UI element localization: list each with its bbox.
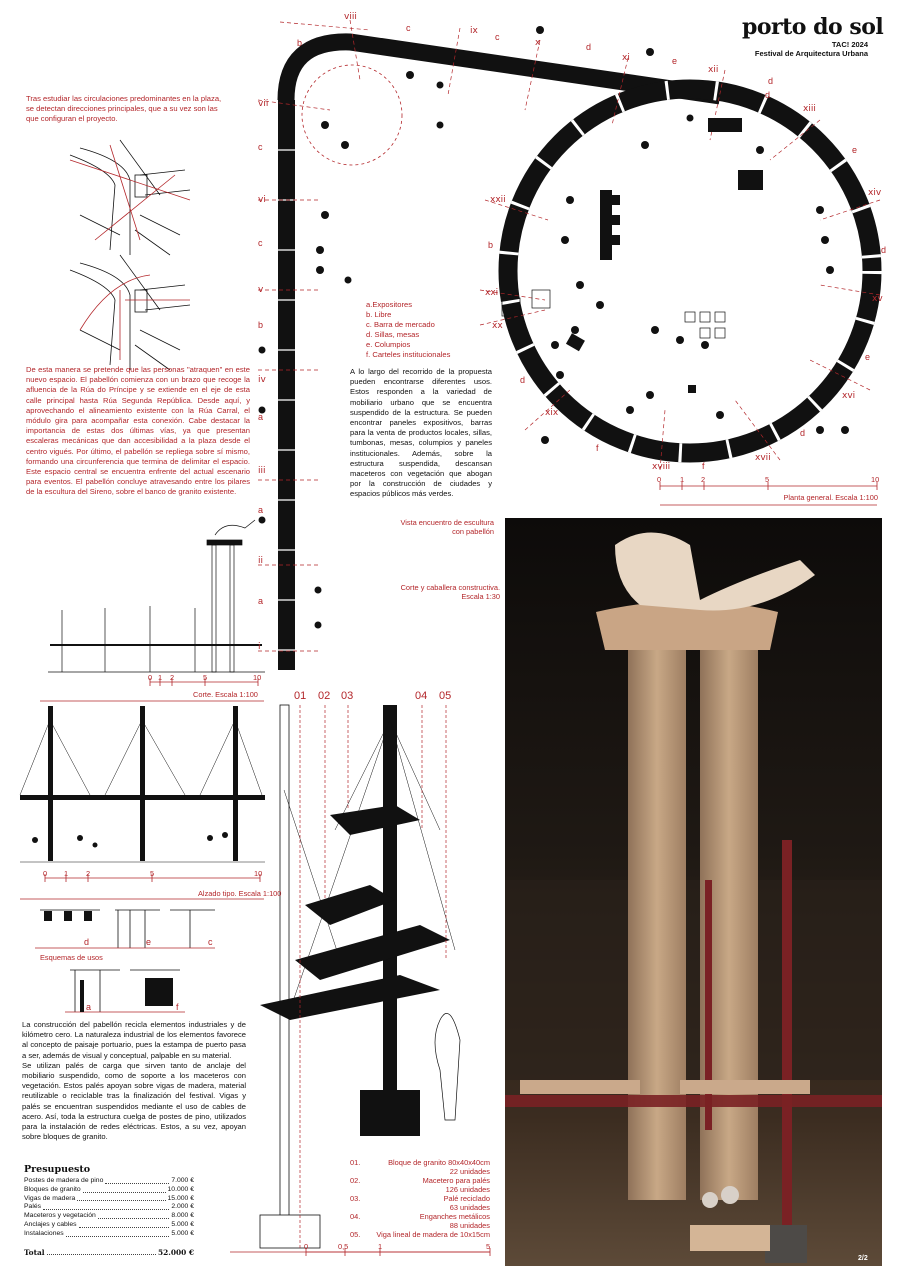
use-letter: e bbox=[865, 352, 871, 362]
use-letter: b bbox=[488, 240, 494, 250]
scale-tick: 5 bbox=[765, 475, 770, 484]
components-list bbox=[350, 1158, 490, 1239]
festival-edition: TAC! 2024 bbox=[831, 40, 868, 49]
section-label: v bbox=[258, 285, 264, 295]
budget-row bbox=[24, 1177, 194, 1186]
render-image bbox=[505, 518, 882, 1266]
use-letter: c bbox=[258, 142, 263, 152]
section-caption: Corte. Escala 1:100 bbox=[193, 690, 258, 699]
section-label: xix bbox=[545, 408, 559, 418]
use-letter: d bbox=[800, 428, 806, 438]
budget-table bbox=[24, 1164, 194, 1257]
use-letter: c bbox=[258, 238, 263, 248]
budget-label: Instalaciones bbox=[24, 1229, 64, 1237]
section-label: viii bbox=[344, 12, 357, 22]
legend-item: a.Expositores bbox=[366, 300, 413, 309]
section-label: iv bbox=[258, 375, 266, 385]
scale-tick: 1 bbox=[158, 673, 163, 682]
use-letter: d bbox=[520, 375, 526, 385]
legend-item: e. Columpios bbox=[366, 340, 411, 349]
section-label: x bbox=[535, 38, 541, 48]
scale-tick: 0 bbox=[43, 869, 48, 878]
budget-label: Maceteros y vegetación bbox=[24, 1212, 96, 1220]
scale-tick: 5 bbox=[150, 869, 155, 878]
page-number: 2/2 bbox=[858, 1255, 868, 1262]
use-letter: e bbox=[672, 56, 678, 66]
section-drawing bbox=[40, 520, 265, 701]
use-letter: f bbox=[702, 461, 705, 471]
use-letter: f bbox=[596, 443, 599, 453]
component-qty: 126 unidades bbox=[445, 1185, 490, 1194]
section-label: ii bbox=[258, 556, 264, 566]
section-label: iii bbox=[258, 466, 266, 476]
scale-tick: 0 bbox=[148, 673, 153, 682]
component-qty: 63 unidades bbox=[449, 1203, 490, 1212]
construction-text: La construcción del pabellón recicla elementos industriales y de kilómetro cero. La naturaleza industrial de los elementos favorece al concepto de paisaje portuario, pues la estampa de puerto pasa a ser, además de visual y conceptual, palpable en su material. Se utilizan palés de carga que sirven tanto de anclaje del mobiliario suspendido, como de soporte a los maceteros con vegetación. Estos palés apoyan sobre vigas de madera, material reutilizable o reciclable tras la finalización del festival. Vigas y palés se encuentran suspendidos mediante el uso de cables de acero. Así, toda la estructura cuelga de postes de pino, utilizados para la instalación de redes eléctricas. Estos, a su vez, apoyan sobre bloques de granito. bbox=[22, 1020, 246, 1142]
scale-tick: 0,5 bbox=[338, 1242, 349, 1251]
scale-tick: 0 bbox=[304, 1242, 309, 1251]
budget-total-label: Total bbox=[24, 1247, 45, 1257]
component-name: Enganches metálicos bbox=[419, 1212, 490, 1221]
detail-caption-line: Escala 1:30 bbox=[461, 592, 500, 601]
scheme-label: a bbox=[86, 1002, 92, 1012]
component-num: 02. bbox=[350, 1176, 361, 1185]
budget-row bbox=[24, 1195, 194, 1204]
legend-item: c. Barra de mercado bbox=[366, 320, 435, 329]
use-letter: c bbox=[406, 23, 411, 33]
scale-tick: 0 bbox=[657, 475, 662, 484]
use-letter: b bbox=[258, 320, 264, 330]
elevation-drawing bbox=[20, 706, 265, 899]
schemes-caption: Esquemas de usos bbox=[40, 953, 103, 962]
section-label: xviii bbox=[652, 462, 671, 472]
section-label: xv bbox=[872, 294, 883, 304]
budget-row bbox=[24, 1221, 194, 1230]
use-letter: a bbox=[258, 412, 264, 422]
budget-label: Postes de madera de pino bbox=[24, 1177, 104, 1184]
use-letter: c bbox=[495, 32, 500, 42]
detail-number: 02 bbox=[318, 690, 331, 702]
budget-row bbox=[24, 1186, 194, 1195]
scheme-label: d bbox=[84, 937, 90, 947]
legend-item: f. Carteles institucionales bbox=[366, 350, 451, 359]
scale-tick: 1 bbox=[378, 1242, 383, 1251]
component-num: 01. bbox=[350, 1158, 361, 1167]
section-label: xvii bbox=[755, 453, 771, 463]
use-letter: b bbox=[297, 38, 303, 48]
budget-label: Palés bbox=[24, 1203, 42, 1211]
component-qty: 22 unidades bbox=[449, 1167, 490, 1176]
section-label: xvi bbox=[842, 391, 856, 401]
component-item bbox=[350, 1158, 490, 1167]
section-label: xxii bbox=[490, 195, 506, 205]
render-caption: Vista encuentro de escultura con pabellón bbox=[400, 518, 494, 536]
budget-value: 5.000 € bbox=[171, 1220, 194, 1228]
scheme-label: e bbox=[146, 937, 152, 947]
budget-row bbox=[24, 1212, 194, 1221]
scale-tick: 10 bbox=[254, 869, 263, 878]
concept-text: De esta manera se pretende que las personas "atraquen" en este nuevo espacio. El pabellón comienza con un brazo que recoge la afluencia de la Rúa do Príncipe y se extiende en el eje de esta calle principal hasta Rúa Segunda República. Desde aquí, y aprovechando el alineamiento existente con la Rúa Carral, el módulo gira para acompañar esta conexión. Cabe destacar la importancia de estas dos últimas vías, ya que presentan escaleras mecánicas que dan accesibilidad a la plaza desde el centro vigués. Por último, el pabellón se repliega sobre sí mismo, formando una circunferencia que termina de delimitar el espacio. Este espacio central se encuentra enfrente del actual escenario para eventos. El pabellón concluye atravesando entre los pilares de la escultura del Sireno, sobre el banco de granito existente. bbox=[26, 365, 250, 497]
component-item bbox=[350, 1176, 490, 1185]
plan-caption: Planta general. Escala 1:100 bbox=[783, 493, 878, 502]
use-letter: e bbox=[852, 145, 858, 155]
budget-row bbox=[24, 1203, 194, 1212]
section-label: vii bbox=[258, 99, 269, 109]
scheme-label: f bbox=[176, 1002, 179, 1012]
budget-value: 10.000 € bbox=[167, 1185, 194, 1193]
section-label: xi bbox=[622, 53, 630, 63]
use-letter: d bbox=[765, 90, 771, 100]
detail-number: 04 bbox=[415, 690, 428, 702]
component-name: Viga lineal de madera de 10x15cm bbox=[376, 1230, 490, 1239]
budget-value: 8.000 € bbox=[171, 1212, 194, 1220]
scale-tick: 10 bbox=[871, 475, 880, 484]
budget-value: 5.000 € bbox=[171, 1229, 194, 1237]
component-num: 04. bbox=[350, 1212, 361, 1221]
detail-number: 03 bbox=[341, 690, 354, 702]
use-letter: a bbox=[258, 596, 264, 606]
section-label: xiii bbox=[803, 104, 816, 114]
section-label: xxi bbox=[485, 288, 499, 298]
scale-tick: 2 bbox=[86, 869, 91, 878]
budget-value: 7.000 € bbox=[171, 1177, 194, 1184]
budget-value: 2.000 € bbox=[171, 1203, 194, 1211]
budget-row bbox=[24, 1230, 194, 1239]
detail-number: 05 bbox=[439, 690, 452, 702]
scale-tick: 1 bbox=[64, 869, 69, 878]
scale-tick: 1 bbox=[680, 475, 685, 484]
budget-label: Bloques de granito bbox=[24, 1185, 81, 1193]
budget-value: 15.000 € bbox=[167, 1194, 194, 1202]
component-item bbox=[350, 1194, 490, 1203]
festival-name: Festival de Arquitectura Urbana bbox=[754, 49, 868, 58]
scale-tick: 5 bbox=[486, 1242, 491, 1251]
component-name: Palé reciclado bbox=[443, 1194, 490, 1203]
scale-tick: 2 bbox=[701, 475, 706, 484]
section-label: ix bbox=[470, 26, 478, 36]
scale-tick: 5 bbox=[203, 673, 208, 682]
component-name: Macetero para palés bbox=[422, 1176, 490, 1185]
budget-label: Anclajes y cables bbox=[24, 1220, 77, 1228]
use-letter: d bbox=[881, 245, 887, 255]
elevation-caption: Alzado tipo. Escala 1:100 bbox=[198, 889, 282, 898]
intro-text: Tras estudiar las circulaciones predominantes en la plaza, se detectan direcciones principales, que a su vez son las que configuran el proyecto. bbox=[26, 94, 222, 124]
budget-label: Vigas de madera bbox=[24, 1194, 76, 1202]
component-item bbox=[350, 1230, 490, 1239]
budget-total-value: 52.000 € bbox=[157, 1247, 194, 1257]
use-letter: d bbox=[768, 76, 774, 86]
use-letter: a bbox=[258, 505, 264, 515]
route-text: A lo largo del recorrido de la propuesta pueden encontrarse diferentes usos. Estos responden a la variedad de mobiliario urbano que se encuentra suspendido de la estructura. Se pueden encontrar paneles expositivos, barras para la venta de productos locales, sillas, tumbonas, mesas, columpios y paneles institucionales. Además, sobre la estructura suspendida, descansan maceteros con vegetación que abogan por la construcción de ciudades y espacios públicos más verdes. bbox=[350, 367, 492, 499]
budget-total bbox=[24, 1249, 194, 1258]
scale-tick: 2 bbox=[170, 673, 175, 682]
detail-caption-line: Corte y caballera constructiva. bbox=[400, 583, 500, 592]
detail-number: 01 bbox=[294, 690, 307, 702]
section-label: xx bbox=[492, 321, 503, 331]
budget-title: Presupuesto bbox=[24, 1164, 91, 1175]
legend-item: b. Libre bbox=[366, 310, 392, 319]
section-label: xii bbox=[708, 65, 719, 75]
legend-item: d. Sillas, mesas bbox=[366, 330, 420, 339]
scale-tick: 10 bbox=[253, 673, 262, 682]
circulation-diagrams bbox=[70, 140, 190, 370]
component-name: Bloque de granito 80x40x40cm bbox=[388, 1158, 490, 1167]
component-num: 03. bbox=[350, 1194, 361, 1203]
component-qty: 88 unidades bbox=[449, 1221, 490, 1230]
component-num: 05. bbox=[350, 1230, 361, 1239]
component-item bbox=[350, 1212, 490, 1221]
section-label: i bbox=[258, 642, 261, 652]
use-letter: d bbox=[586, 42, 592, 52]
detail-caption bbox=[386, 583, 500, 601]
uses-legend bbox=[366, 300, 450, 360]
section-label: vi bbox=[258, 195, 266, 205]
section-label: xiv bbox=[868, 188, 882, 198]
scheme-label: c bbox=[208, 937, 213, 947]
page-title: porto do sol bbox=[742, 14, 884, 40]
